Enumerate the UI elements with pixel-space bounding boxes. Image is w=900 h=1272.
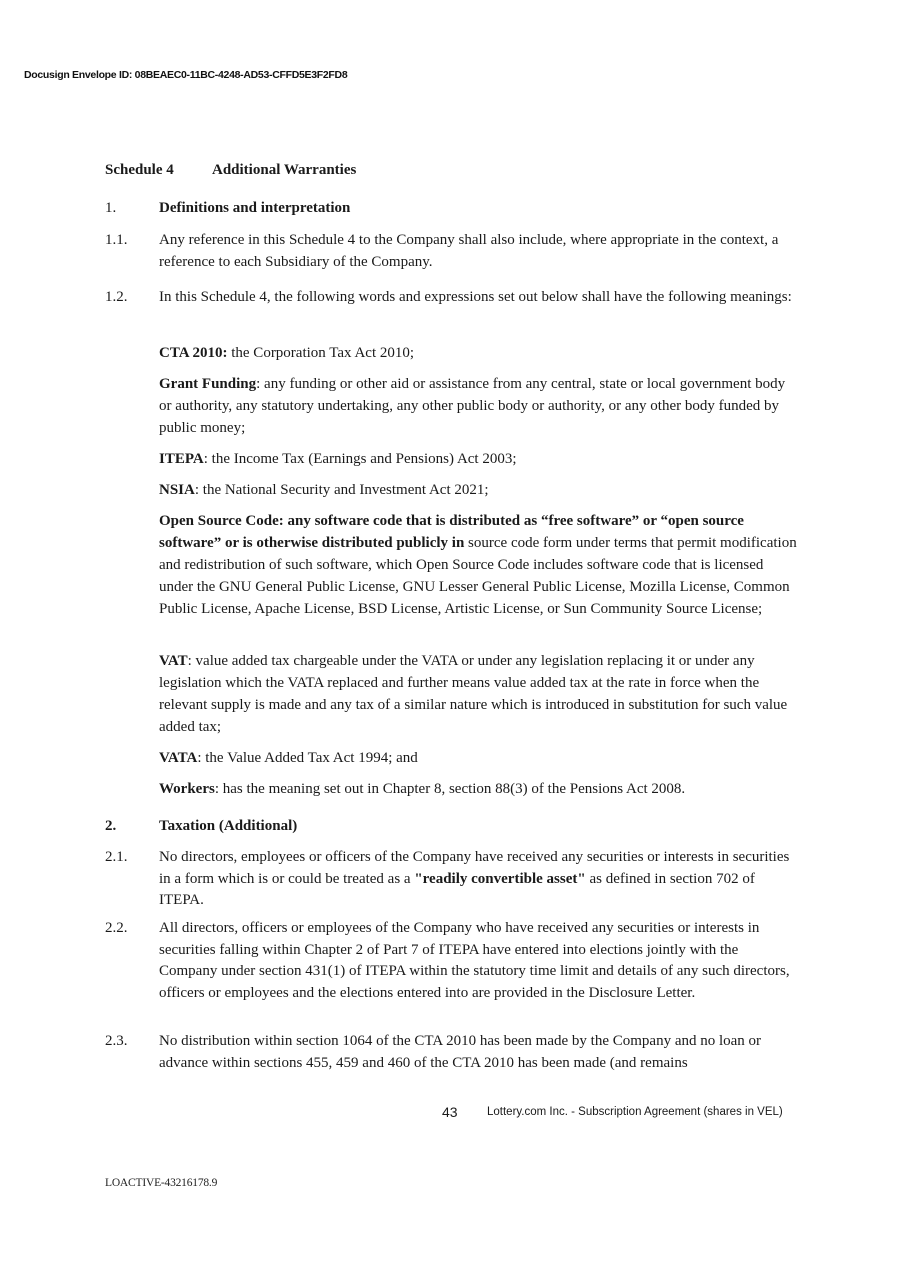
document-reference: LOACTIVE-43216178.9	[105, 1177, 218, 1189]
definition-open-source-code	[159, 510, 799, 620]
definition-workers	[159, 778, 799, 800]
para-2-1-text	[159, 847, 799, 912]
para-2-1-number: 2.1.	[105, 849, 128, 865]
schedule-number: Schedule 4	[105, 162, 174, 178]
definition-text: : has the meaning set out in Chapter 8, section 88(3) of the Pensions Act 2008.	[214, 781, 686, 797]
para-1-1-number: 1.1.	[105, 232, 128, 248]
para-1-2-number: 1.2.	[105, 289, 128, 305]
definition-cta-2010	[159, 342, 799, 364]
definition-term: Grant Funding	[159, 376, 257, 392]
definition-vat	[159, 650, 799, 738]
definition-vata	[159, 747, 799, 769]
definition-term: VATA	[159, 750, 198, 766]
section-1-number: 1.	[105, 200, 117, 216]
section-2-heading: Taxation (Additional)	[159, 818, 298, 834]
footer-doc-title: Lottery.com Inc. - Subscription Agreement (shares in VEL)	[487, 1106, 783, 1118]
para-2-2-number: 2.2.	[105, 920, 128, 936]
schedule-title: Additional Warranties	[212, 162, 357, 178]
para-1-2-text: In this Schedule 4, the following words and expressions set out below shall have the following meanings:	[159, 289, 792, 305]
para-2-1-text-before: No directors, employees or officers of the Company have received any securities or interests in securities in a form which is or could be treated as a	[159, 849, 790, 887]
para-2-1-text-after: as defined in section 702 of ITEPA.	[159, 870, 755, 908]
definition-term: VAT	[159, 653, 188, 669]
definition-text: : the Value Added Tax Act 1994; and	[197, 750, 418, 766]
definition-text: : the Income Tax (Earnings and Pensions) Act 2003;	[203, 451, 517, 467]
docusign-envelope-id: Docusign Envelope ID: 08BEAEC0-11BC-4248-AD53-CFFD5E3F2FD8	[24, 69, 348, 81]
definition-text: the Corporation Tax Act 2010;	[227, 345, 415, 361]
para-2-3-text: No distribution within section 1064 of the CTA 2010 has been made by the Company and no loan or advance within sections 455, 459 and 460 of the CTA 2010 has been made (and remains	[159, 1033, 762, 1071]
para-2-2-text: All directors, officers or employees of the Company who have received any securities or interests in securities falling within Chapter 2 of Part 7 of ITEPA have entered into elections jointly with the Company under section 431(1) of ITEPA within the statutory time limit and details of any such directors, officers or employees and the elections entered into are provided in the Disclosure Letter.	[159, 920, 790, 1001]
definition-term: Open Source Code	[159, 513, 279, 529]
section-1-heading: Definitions and interpretation	[159, 200, 351, 216]
definition-bold-text: : any software code that is distributed as “free software” or “open source software” or is otherwise distributed publicly in	[159, 513, 744, 551]
para-2-3-number: 2.3.	[105, 1033, 128, 1049]
definition-term: ITEPA	[159, 451, 204, 467]
page-number: 43	[442, 1104, 458, 1120]
definition-grant-funding	[159, 373, 799, 439]
definition-nsia	[159, 479, 799, 501]
para-1-1-text: Any reference in this Schedule 4 to the Company shall also include, where appropriate in the context, a reference to each Subsidiary of the Company.	[159, 232, 779, 270]
definition-term: CTA 2010:	[159, 345, 228, 361]
para-2-1-bold: "readily convertible asset"	[414, 870, 586, 887]
definition-text: : value added tax chargeable under the VATA or under any legislation replacing it or under any legislation which the VATA replaced and further means value added tax at the rate in force when the relevant supply is made and any tax of a similar nature which is introduced in substitution for such value added tax;	[159, 653, 788, 735]
section-2-number: 2.	[105, 818, 117, 834]
definition-text: source code form under terms that permit modification and redistribution of such software, which Open Source Code includes software code that is licensed under the GNU General Public License, GNU Lesser General Public License, Mozilla License, Common Public License, Apache License, BSD License, Artistic License, or Sun Community Source License;	[159, 535, 797, 617]
definition-term: Workers	[159, 781, 215, 797]
definition-text: : any funding or other aid or assistance from any central, state or local government body or authority, any statutory undertaking, any other public body or authority, or any other body funded by public money;	[159, 376, 786, 436]
definition-term: NSIA	[159, 482, 195, 498]
definition-text: : the National Security and Investment Act 2021;	[194, 482, 489, 498]
definition-itepa	[159, 448, 799, 470]
